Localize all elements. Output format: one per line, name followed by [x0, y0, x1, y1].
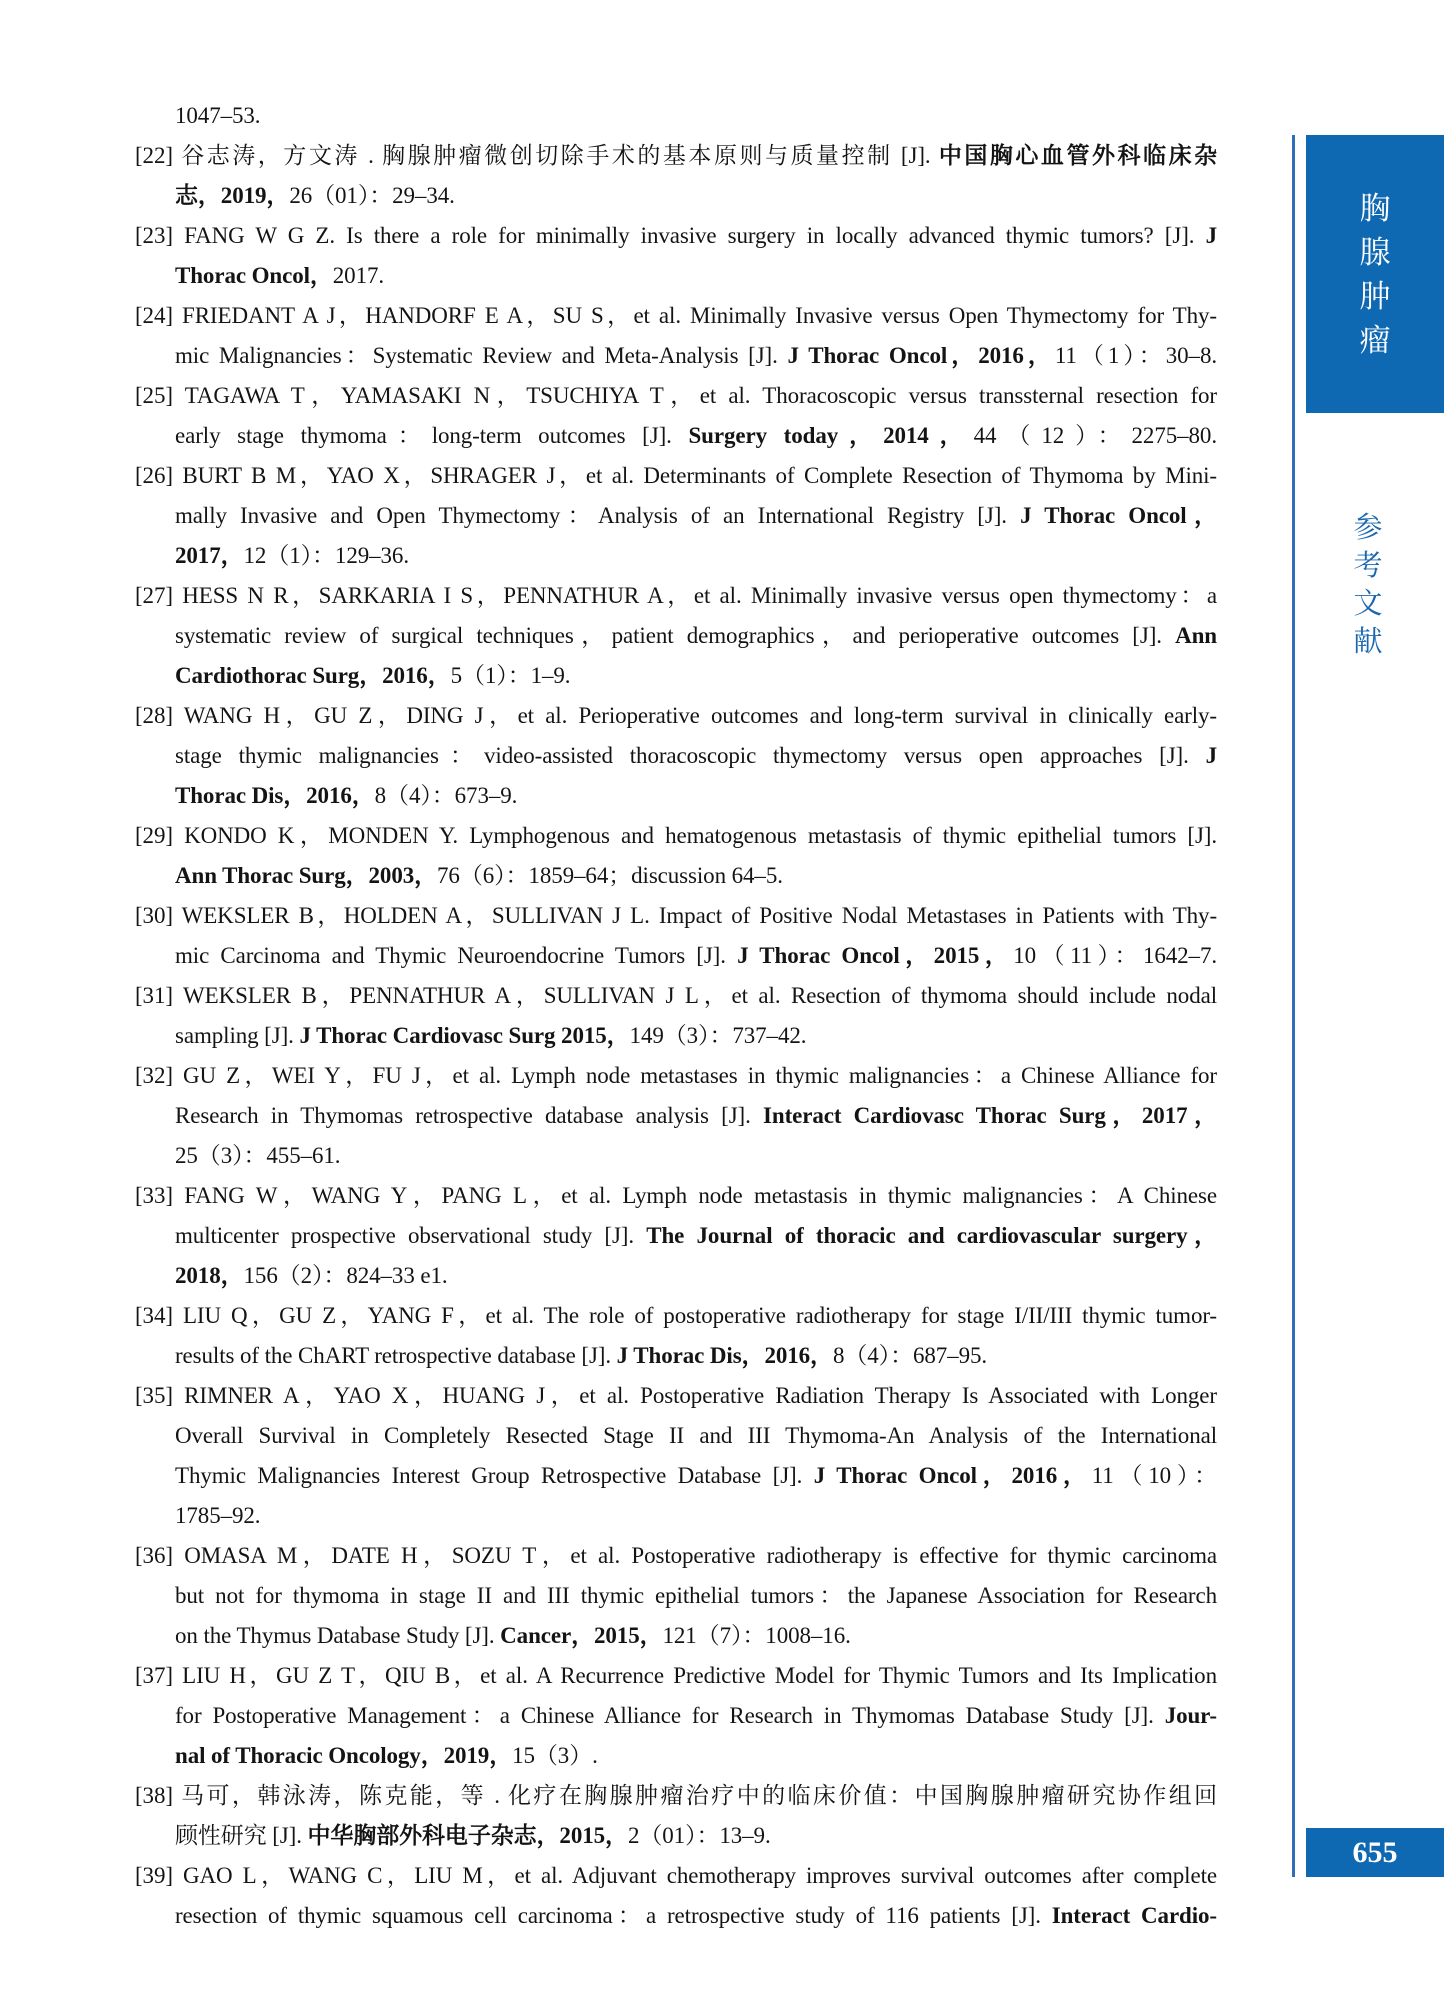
- reference-text: but not for thymoma in stage II and III thymic epithelial tumors：the Japanese Association for Research: [175, 1583, 1217, 1608]
- reference-text: 2017.: [332, 263, 385, 288]
- reference-number: [29]: [135, 823, 185, 848]
- reference-text: results of the ChART retrospective database [J].: [175, 1343, 617, 1368]
- reference-text: GU Z，WEI Y，FU J，et al. Lymph node metastases in thymic malignancies：a Chinese Alliance for: [183, 1063, 1217, 1088]
- reference-line: [175, 856, 1217, 896]
- reference-text: 2（01）：13–9.: [627, 1823, 771, 1848]
- reference-line: [175, 1416, 1217, 1456]
- reference-item: [135, 1056, 1217, 1176]
- reference-line: [135, 696, 1217, 736]
- reference-journal-text: Ann: [1175, 623, 1217, 648]
- reference-item: [135, 456, 1217, 576]
- reference-number: [27]: [135, 583, 183, 608]
- reference-text: FRIEDANT A J，HANDORF E A，SU S，et al. Minimally Invasive versus Open Thymectomy for Thy-: [182, 303, 1217, 328]
- reference-line: [175, 176, 1217, 216]
- reference-journal-text: J Thorac Oncol，2015，: [737, 943, 1014, 968]
- reference-line: [175, 1016, 1217, 1056]
- reference-journal-text: Jour-: [1164, 1703, 1217, 1728]
- section-label-char: 献: [1353, 626, 1383, 658]
- sidebar-rule: [1292, 135, 1295, 1877]
- reference-item: [135, 216, 1217, 296]
- reference-text: Research in Thymomas retrospective database analysis [J].: [175, 1103, 764, 1128]
- reference-journal-text: 中华胸部外科电子杂志，2015，: [307, 1823, 628, 1848]
- reference-line: [175, 936, 1217, 976]
- reference-journal-text: Cancer，2015，: [500, 1623, 663, 1648]
- reference-line: [135, 296, 1217, 336]
- reference-number: [26]: [135, 463, 183, 488]
- reference-journal-text: J: [1205, 743, 1217, 768]
- reference-text: BURT B M，YAO X，SHRAGER J，et al. Determinants of Complete Resection of Thymoma by Mini-: [182, 463, 1217, 488]
- reference-text: Thymic Malignancies Interest Group Retrospective Database [J].: [175, 1463, 814, 1488]
- reference-number: [23]: [135, 223, 185, 248]
- reference-line: [175, 1456, 1217, 1496]
- section-label-char: 文: [1353, 588, 1383, 620]
- reference-journal-text: 2017，: [175, 543, 244, 568]
- reference-line: [175, 616, 1217, 656]
- reference-line: [135, 816, 1217, 856]
- reference-text: for Postoperative Management：a Chinese Alliance for Research in Thymomas Database Study [J].: [175, 1703, 1165, 1728]
- reference-number: [28]: [135, 703, 184, 728]
- reference-journal-text: Interact Cardio-: [1051, 1903, 1217, 1928]
- reference-text: TAGAWA T，YAMASAKI N，TSUCHIYA T，et al. Thoracoscopic versus transsternal resection for: [184, 383, 1217, 408]
- reference-text: RIMNER A，YAO X，HUANG J，et al. Postoperative Radiation Therapy Is Associated with Longer: [184, 1383, 1217, 1408]
- reference-text: FANG W，WANG Y，PANG L，et al. Lymph node metastasis in thymic malignancies：A Chinese: [184, 1183, 1217, 1208]
- reference-line: [135, 1296, 1217, 1336]
- reference-journal-text: 2018，: [175, 1263, 244, 1288]
- section-label-char: 考: [1353, 550, 1383, 582]
- reference-number: [30]: [135, 903, 182, 928]
- chapter-tab-char: 腺: [1359, 234, 1391, 270]
- reference-line: [175, 336, 1217, 376]
- reference-text: WANG H，GU Z，DING J，et al. Perioperative outcomes and long-term survival in clinically early-: [183, 703, 1217, 728]
- reference-line: [175, 1816, 1217, 1856]
- reference-number: [25]: [135, 383, 185, 408]
- reference-text: early stage thymoma：long-term outcomes [J].: [175, 423, 689, 448]
- reference-text: on the Thymus Database Study [J].: [175, 1623, 501, 1648]
- reference-item: [135, 1176, 1217, 1296]
- reference-item: [135, 1856, 1217, 1936]
- reference-line: [175, 496, 1217, 536]
- reference-item: [135, 1296, 1217, 1376]
- reference-item: [135, 1536, 1217, 1656]
- reference-text: 15（3）.: [512, 1743, 598, 1768]
- reference-journal-text: J Thorac Oncol，: [1020, 503, 1217, 528]
- reference-journal-text: Thorac Dis，2016，: [175, 783, 375, 808]
- reference-line: [135, 216, 1217, 256]
- reference-journal-text: J Thorac Cardiovasc Surg 2015，: [299, 1023, 630, 1048]
- reference-text: 121（7）：1008–16.: [662, 1623, 851, 1648]
- reference-text: KONDO K，MONDEN Y. Lymphogenous and hematogenous metastasis of thymic epithelial tumors [J].: [184, 823, 1218, 848]
- reference-item: [135, 1656, 1217, 1776]
- reference-item: [135, 1376, 1217, 1536]
- reference-text: 12（1）：129–36.: [243, 543, 409, 568]
- reference-text: 26（01）：29–34.: [289, 183, 455, 208]
- reference-line: [135, 1376, 1217, 1416]
- reference-text: GAO L，WANG C，LIU M，et al. Adjuvant chemotherapy improves survival outcomes after complete: [183, 1863, 1217, 1888]
- reference-number: [33]: [135, 1183, 185, 1208]
- reference-text: 149（3）：737–42.: [629, 1023, 807, 1048]
- reference-line: [135, 576, 1217, 616]
- reference-text: systematic review of surgical techniques，patient demographics，and perioperative outcomes [J].: [175, 623, 1176, 648]
- reference-text: FANG W G Z. Is there a role for minimally invasive surgery in locally advanced thymic tumors? [J].: [184, 223, 1206, 248]
- reference-number: [31]: [135, 983, 184, 1008]
- reference-text: LIU Q，GU Z，YANG F，et al. The role of postoperative radiotherapy for stage I/II/III thymic tumor-: [182, 1303, 1217, 1328]
- reference-number: [22]: [135, 143, 182, 168]
- reference-text: 8（4）：673–9.: [374, 783, 518, 808]
- reference-line: [175, 776, 1217, 816]
- reference-line: [175, 1736, 1217, 1776]
- reference-text: 5（1）：1–9.: [450, 663, 571, 688]
- reference-line: [135, 1856, 1217, 1896]
- reference-line: [175, 1216, 1217, 1256]
- reference-item: [135, 576, 1217, 696]
- chapter-tab[interactable]: [1306, 135, 1444, 413]
- reference-item: [135, 816, 1217, 896]
- reference-line: [175, 1696, 1217, 1736]
- reference-number: [38]: [135, 1783, 182, 1808]
- reference-number: [35]: [135, 1383, 185, 1408]
- reference-text: 76（6）：1859–64；discussion 64–5.: [437, 863, 783, 888]
- reference-number: [39]: [135, 1863, 184, 1888]
- reference-text: 44（12）：2275–80.: [973, 423, 1217, 448]
- reference-text: stage thymic malignancies：video-assisted thoracoscopic thymectomy versus open approaches [J].: [175, 743, 1206, 768]
- reference-number: [24]: [135, 303, 182, 328]
- reference-journal-text: Cardiothorac Surg，2016，: [175, 663, 451, 688]
- reference-text: LIU H，GU Z T，QIU B，et al. A Recurrence Predictive Model for Thymic Tumors and Its Implication: [182, 1663, 1217, 1688]
- reference-line: [175, 1496, 1217, 1536]
- section-label: [1300, 514, 1436, 657]
- reference-line: [175, 736, 1217, 776]
- reference-journal-text: Ann Thorac Surg，2003，: [175, 863, 438, 888]
- reference-text: WEKSLER B，HOLDEN A，SULLIVAN J L. Impact of Positive Nodal Metastases in Patients with Thy-: [181, 903, 1217, 928]
- reference-number: [34]: [135, 1303, 183, 1328]
- chapter-tab-char: 胸: [1359, 190, 1391, 226]
- reference-text: 11（10）：: [1091, 1463, 1217, 1488]
- reference-line: [175, 656, 1217, 696]
- reference-text: resection of thymic squamous cell carcinoma：a retrospective study of 116 patients [J].: [175, 1903, 1052, 1928]
- reference-line: [175, 256, 1217, 296]
- reference-number: [37]: [135, 1663, 183, 1688]
- reference-text: 8（4）：687–95.: [832, 1343, 988, 1368]
- page-number-badge: [1306, 1828, 1444, 1877]
- reference-line: [135, 456, 1217, 496]
- reference-text: multicenter prospective observational study [J].: [175, 1223, 647, 1248]
- reference-text: 1785–92.: [175, 1503, 261, 1528]
- reference-item: [135, 376, 1217, 456]
- reference-line: [175, 1896, 1217, 1936]
- reference-text: OMASA M，DATE H，SOZU T，et al. Postoperative radiotherapy is effective for thymic carcinoma: [184, 1543, 1217, 1568]
- reference-journal-text: J Thorac Dis，2016，: [616, 1343, 833, 1368]
- chapter-tab-char: 瘤: [1359, 322, 1391, 358]
- reference-line: [135, 1656, 1217, 1696]
- reference-number: [36]: [135, 1543, 185, 1568]
- reference-text: 1047–53.: [175, 103, 261, 128]
- reference-line: [135, 1056, 1217, 1096]
- reference-line: [175, 96, 1217, 136]
- reference-text: mic Carcinoma and Thymic Neuroendocrine Tumors [J].: [175, 943, 738, 968]
- reference-line: [135, 376, 1217, 416]
- reference-list: [135, 96, 1217, 1936]
- reference-line: [175, 536, 1217, 576]
- reference-line: [135, 976, 1217, 1016]
- reference-journal-text: J Thorac Oncol，2016，: [813, 1463, 1092, 1488]
- reference-journal-text: 中国胸心血管外科临床杂: [938, 143, 1218, 168]
- chapter-tab-label: [1359, 190, 1391, 358]
- reference-item: [135, 1776, 1217, 1856]
- reference-journal-text: The Journal of thoracic and cardiovascular surgery，: [646, 1223, 1218, 1248]
- chapter-tab-char: 肿: [1359, 278, 1391, 314]
- reference-line: [175, 1616, 1217, 1656]
- reference-line: [175, 1096, 1217, 1136]
- reference-number: [32]: [135, 1063, 184, 1088]
- reference-journal-text: Thorac Oncol，: [175, 263, 333, 288]
- reference-line: [175, 1136, 1217, 1176]
- page-number: 655: [1352, 1835, 1398, 1869]
- reference-text: 谷志涛，方文涛 . 胸腺肿瘤微创切除手术的基本原则与质量控制 [J].: [181, 143, 939, 168]
- reference-text: 25（3）：455–61.: [175, 1143, 341, 1168]
- reference-text: 马可，韩泳涛，陈克能，等 . 化疗在胸腺肿瘤治疗中的临床价值：中国胸腺肿瘤研究协作组回: [181, 1783, 1218, 1808]
- reference-line: [135, 1536, 1217, 1576]
- reference-text: WEKSLER B，PENNATHUR A，SULLIVAN J L，et al. Resection of thymoma should include nodal: [183, 983, 1217, 1008]
- reference-journal-text: Interact Cardiovasc Thorac Surg，2017，: [763, 1103, 1218, 1128]
- reference-journal-text: J: [1205, 223, 1217, 248]
- reference-line: [175, 416, 1217, 456]
- reference-text: mic Malignancies：Systematic Review and Meta-Analysis [J].: [175, 343, 788, 368]
- reference-text: 10（11）：1642–7.: [1013, 943, 1217, 968]
- reference-journal-text: Surgery today，2014，: [688, 423, 974, 448]
- reference-item: [135, 296, 1217, 376]
- reference-line: [135, 896, 1217, 936]
- reference-line: [175, 1336, 1217, 1376]
- reference-item: [135, 136, 1217, 216]
- reference-text: HESS N R，SARKARIA I S，PENNATHUR A，et al. Minimally invasive versus open thymectomy：a: [182, 583, 1217, 608]
- reference-line: [135, 1776, 1217, 1816]
- reference-text: Overall Survival in Completely Resected Stage II and III Thymoma-An Analysis of the International: [175, 1423, 1217, 1448]
- reference-journal-text: nal of Thoracic Oncology，2019，: [175, 1743, 513, 1768]
- reference-text: 顾性研究 [J].: [175, 1823, 308, 1848]
- reference-item: [135, 696, 1217, 816]
- reference-line: [135, 136, 1217, 176]
- reference-line: [175, 1576, 1217, 1616]
- reference-text: sampling [J].: [175, 1023, 300, 1048]
- reference-text: 156（2）：824–33 e1.: [243, 1263, 448, 1288]
- reference-text: mally Invasive and Open Thymectomy：Analysis of an International Registry [J].: [175, 503, 1021, 528]
- reference-journal-text: J Thorac Oncol，2016，: [787, 343, 1055, 368]
- reference-item: [135, 96, 1217, 136]
- section-label-char: 参: [1353, 512, 1383, 544]
- reference-journal-text: 志，2019，: [175, 183, 290, 208]
- reference-text: 11（1）：30–8.: [1054, 343, 1217, 368]
- reference-item: [135, 896, 1217, 976]
- reference-line: [135, 1176, 1217, 1216]
- reference-line: [175, 1256, 1217, 1296]
- reference-item: [135, 976, 1217, 1056]
